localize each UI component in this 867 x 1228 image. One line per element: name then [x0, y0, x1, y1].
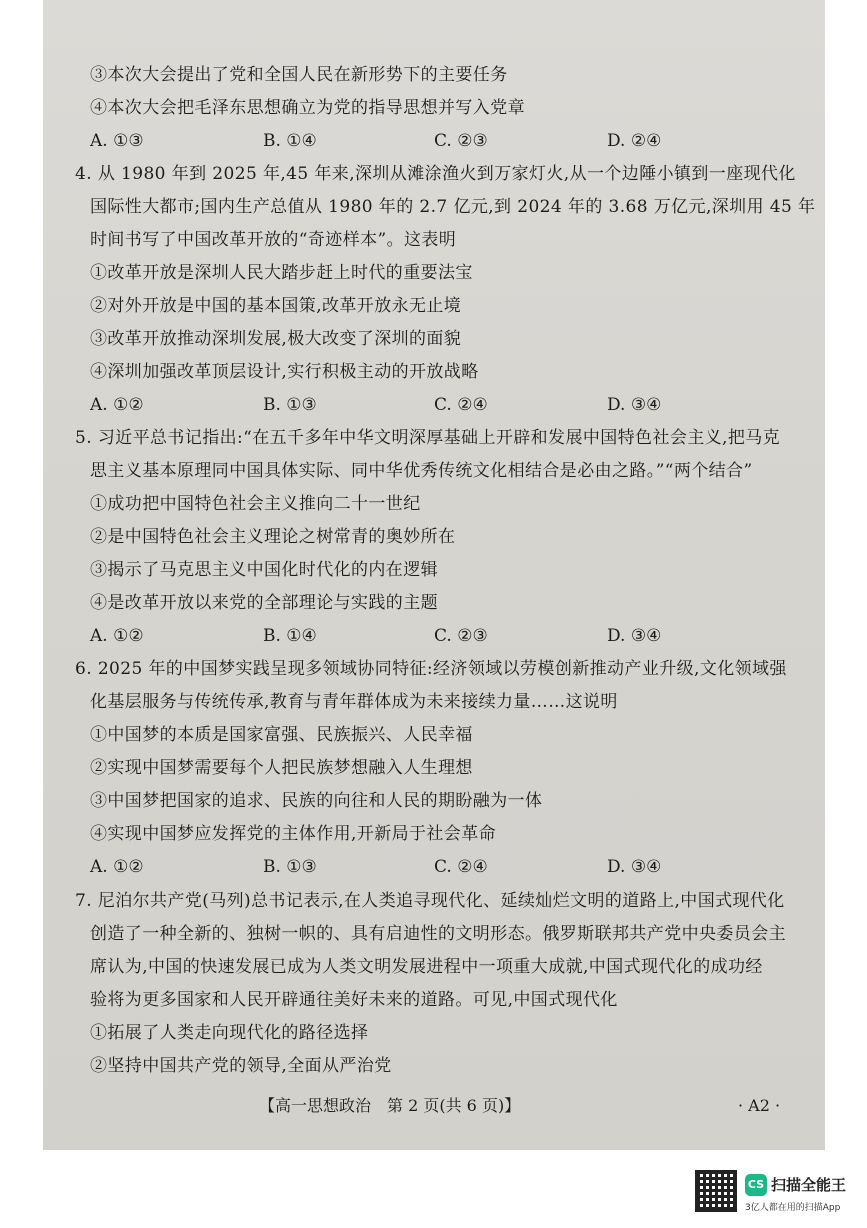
q5-options [90, 625, 810, 647]
q6-item-3: ③中国梦把国家的追求、民族的向往和人民的期盼融为一体 [90, 791, 543, 811]
q5-item-1: ①成功把中国特色社会主义推向二十一世纪 [90, 494, 421, 514]
q4-option-d: D. ③④ [607, 395, 662, 415]
q4-stem-line-2: 国际性大都市;国内生产总值从 1980 年的 2.7 亿元,到 2024 年的 3.68 万亿元,深圳用 45 年 [90, 197, 816, 217]
q5-option-a: A. ①② [90, 626, 144, 646]
q3-option-b: B. ①④ [263, 131, 317, 151]
scanner-watermark [695, 1168, 855, 1218]
q5-item-3: ③揭示了马克思主义中国化时代化的内在逻辑 [90, 560, 438, 580]
q4-option-a: A. ①② [90, 395, 144, 415]
exam-page [43, 0, 825, 1150]
q7-item-2: ②坚持中国共产党的领导,全面从严治党 [90, 1056, 392, 1076]
q7-stem-line-4: 验将为更多国家和人民开辟通往美好未来的道路。可见,中国式现代化 [90, 990, 618, 1010]
q7-item-1: ①拓展了人类走向现代化的路径选择 [90, 1023, 369, 1043]
q5-stem-line-2: 思主义基本原理同中国具体实际、同中华优秀传统文化相结合是必由之路。”“两个结合” [90, 461, 753, 481]
q4-item-3: ③改革开放推动深圳发展,极大改变了深圳的面貌 [90, 329, 462, 349]
q6-stem-line-1: 6. 2025 年的中国梦实践呈现多领域协同特征:经济领域以劳模创新推动产业升级,文化领域强 [75, 659, 787, 679]
footer-title: 【高一思想政治 第 2 页(共 6 页)】 [259, 1096, 521, 1115]
q4-option-c: C. ②④ [434, 395, 488, 415]
q5-item-4: ④是改革开放以来党的全部理论与实践的主题 [90, 593, 438, 613]
q7-stem-line-1: 7. 尼泊尔共产党(马列)总书记表示,在人类追寻现代化、延续灿烂文明的道路上,中国式现代化 [75, 891, 785, 911]
q5-option-d: D. ③④ [607, 626, 662, 646]
q4-item-2: ②对外开放是中国的基本国策,改革开放永无止境 [90, 296, 462, 316]
q6-option-a: A. ①② [90, 857, 144, 877]
camscanner-logo-icon: CS [745, 1174, 767, 1196]
q6-item-4: ④实现中国梦应发挥党的主体作用,开新局于社会革命 [90, 824, 497, 844]
q6-item-1: ①中国梦的本质是国家富强、民族振兴、人民幸福 [90, 725, 473, 745]
q6-option-b: B. ①③ [263, 857, 317, 877]
scanner-tagline: 3亿人都在用的扫描App [745, 1203, 841, 1213]
q3-option-a: A. ①③ [90, 131, 144, 151]
q3-option-c: C. ②③ [434, 131, 488, 151]
q6-option-d: D. ③④ [607, 857, 662, 877]
q4-item-4: ④深圳加强改革顶层设计,实行积极主动的开放战略 [90, 362, 479, 382]
scanner-brand: 扫描全能王 [771, 1176, 847, 1194]
q5-option-c: C. ②③ [434, 626, 488, 646]
q6-options [90, 856, 810, 878]
qr-code-icon [695, 1170, 737, 1212]
q5-item-2: ②是中国特色社会主义理论之树常青的奥妙所在 [90, 527, 456, 547]
q5-stem-line-1: 5. 习近平总书记指出:“在五千多年中华文明深厚基础上开辟和发展中国特色社会主义,把马克 [75, 428, 781, 448]
q4-stem-line-1: 4. 从 1980 年到 2025 年,45 年来,深圳从滩涂渔火到万家灯火,从一个边陲小镇到一座现代化 [75, 164, 796, 184]
q6-option-c: C. ②④ [434, 857, 488, 877]
q7-stem-line-3: 席认为,中国的快速发展已成为人类文明发展进程中一项重大成就,中国式现代化的成功经 [90, 957, 763, 977]
q3-item-4: ④本次大会把毛泽东思想确立为党的指导思想并写入党章 [90, 98, 525, 118]
q4-stem-line-3: 时间书写了中国改革开放的“奇迹样本”。这表明 [90, 230, 457, 250]
q4-item-1: ①改革开放是深圳人民大踏步赶上时代的重要法宝 [90, 263, 473, 283]
q7-stem-line-2: 创造了一种全新的、独树一帜的、具有启迪性的文明形态。俄罗斯联邦共产党中央委员会主 [90, 924, 786, 944]
q6-stem-line-2: 化基层服务与传统传承,教育与青年群体成为未来接续力量……这说明 [90, 692, 618, 712]
q4-option-b: B. ①③ [263, 395, 317, 415]
footer-code: · A2 · [738, 1096, 781, 1115]
q3-option-d: D. ②④ [607, 131, 662, 151]
q4-options [90, 394, 810, 416]
q6-item-2: ②实现中国梦需要每个人把民族梦想融入人生理想 [90, 758, 473, 778]
q3-item-3: ③本次大会提出了党和全国人民在新形势下的主要任务 [90, 65, 508, 85]
q3-options [90, 130, 810, 152]
page-footer [43, 1095, 825, 1117]
q5-option-b: B. ①④ [263, 626, 317, 646]
